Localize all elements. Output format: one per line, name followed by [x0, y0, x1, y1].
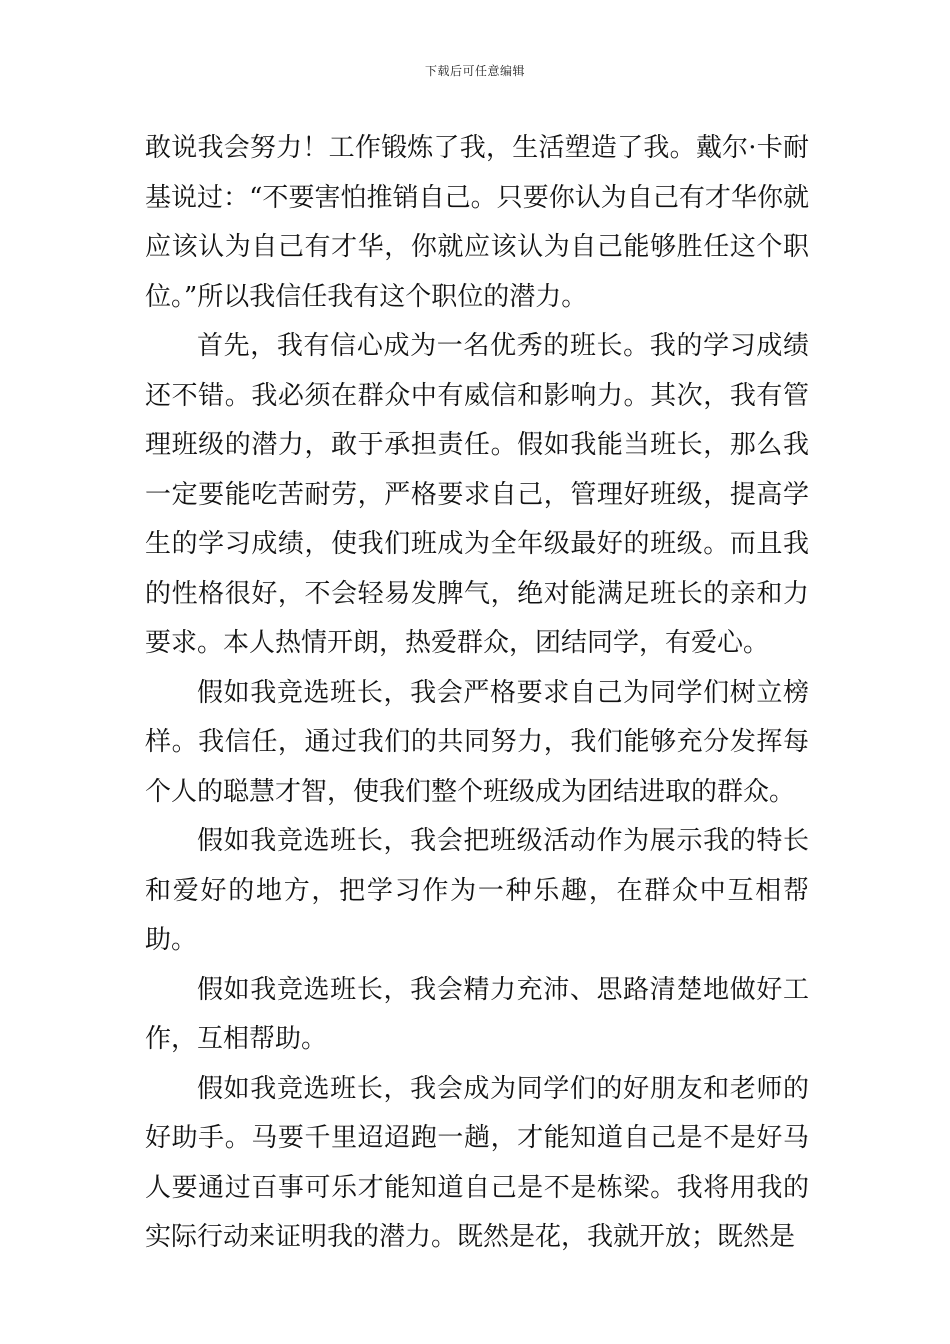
paragraph: 敢说我会努力！工作锻炼了我，生活塑造了我。戴尔·卡耐基说过：“不要害怕推销自己。只要你认为自己有才华你就应该认为自己有才华，你就应该认为自己能够胜任这个职位。”所以我信任我有这个职位的潜力。 — [145, 133, 809, 312]
paragraph: 假如我竞选班长，我会精力充沛、思路清楚地做好工作，互相帮助。 — [145, 974, 809, 1054]
paragraph: 假如我竞选班长，我会成为同学们的好朋友和老师的好助手。马要千里迢迢跑一趟，才能知道自己是不是好马人要通过百事可乐才能知道自己是不是栋梁。我将用我的实际行动来证明我的潜力。既然是花，我就开放；既然是 — [145, 1073, 809, 1252]
document-body — [145, 124, 809, 1263]
paragraph: 假如我竞选班长，我会严格要求自己为同学们树立榜样。我信任，通过我们的共同努力，我们能够充分发挥每个人的聪慧才智，使我们整个班级成为团结进取的群众。 — [145, 677, 809, 807]
paragraph: 首先，我有信心成为一名优秀的班长。我的学习成绩还不错。我必须在群众中有威信和影响力。其次，我有管理班级的潜力，敢于承担责任。假如我能当班长，那么我一定要能吃苦耐劳，严格要求自己，管理好班级，提高学生的学习成绩，使我们班成为全年级最好的班级。而且我的性格很好，不会轻易发脾气，绝对能满足班长的亲和力要求。本人热情开朗，热爱群众，团结同学，有爱心。 — [145, 331, 809, 658]
paragraph: 假如我竞选班长，我会把班级活动作为展示我的特长和爱好的地方，把学习作为一种乐趣，在群众中互相帮助。 — [145, 826, 809, 955]
page-header: 下载后可任意编辑 — [424, 64, 525, 78]
